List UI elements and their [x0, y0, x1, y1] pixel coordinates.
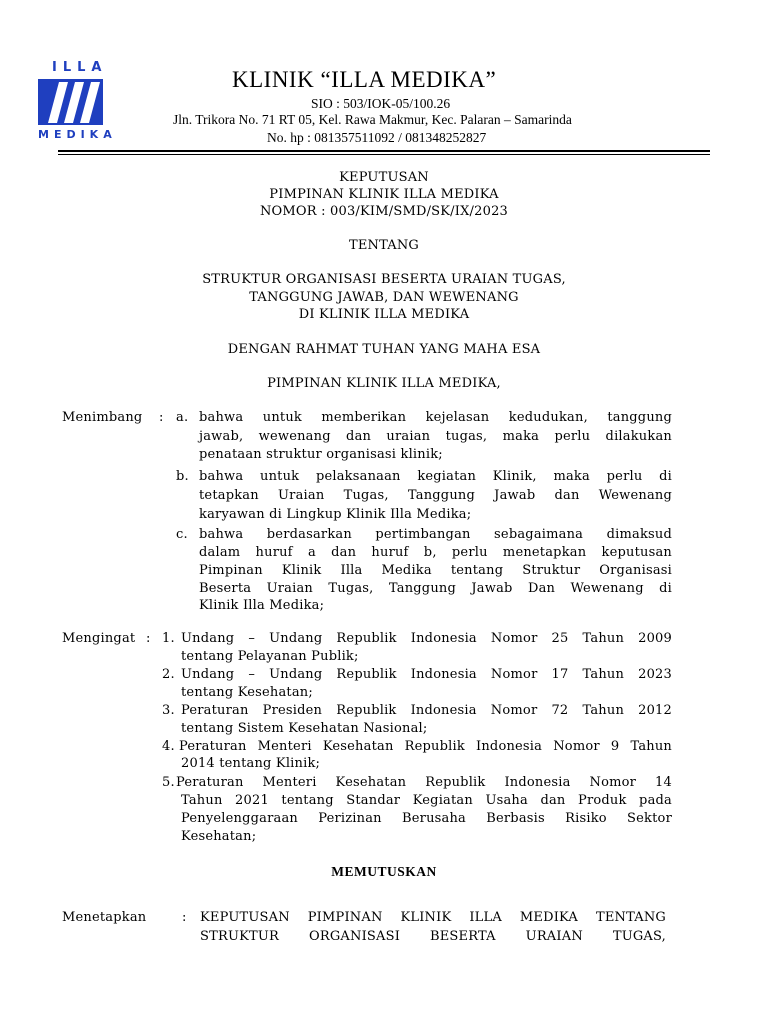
menimbang-item-c-letter: c. [176, 527, 188, 542]
mengingat-item-line: Undang – Undang Republik Indonesia Nomor 25 Tahun 2009 [181, 631, 672, 646]
mengingat-item-number: 3. [162, 703, 175, 718]
mengingat-item-line: 2014 tentang Klinik; [181, 756, 321, 771]
mengingat-item-line: Kesehatan; [181, 829, 257, 844]
menimbang-item-a-line: bahwa untuk memberikan kejelasan kedudukan, tanggung [199, 410, 672, 425]
menimbang-item-a-line: jawab, wewenang dan uraian tugas, maka perlu dilakukan [199, 429, 672, 444]
mengingat-item-line: Peraturan Menteri Kesehatan Republik Indonesia Nomor 9 Tahun [179, 739, 672, 754]
doc-subject-line-3: DI KLINIK ILLA MEDIKA [298, 307, 470, 322]
menetapkan-line: KEPUTUSAN PIMPINAN KLINIK ILLA MEDIKA TENTANG [200, 910, 666, 925]
menimbang-label: Menimbang [62, 410, 143, 425]
mengingat-item-line: tentang Kesehatan; [181, 685, 313, 700]
mengingat-item-line: Peraturan Menteri Kesehatan Republik Indonesia Nomor 14 [176, 775, 672, 790]
doc-tentang: TENTANG [348, 238, 420, 253]
menimbang-item-b-letter: b. [176, 469, 189, 484]
menimbang-item-a-line: penataan struktur organisasi klinik; [199, 447, 443, 462]
doc-blessing: DENGAN RAHMAT TUHAN YANG MAHA ESA [227, 342, 541, 357]
menimbang-item-c-line: Klinik Illa Medika; [199, 598, 325, 613]
doc-subject-line-1: STRUKTUR ORGANISASI BESERTA URAIAN TUGAS, [202, 272, 566, 287]
menimbang-item-c-line: Pimpinan Klinik Illa Medika tentang Struktur Organisasi [199, 563, 672, 578]
doc-type: KEPUTUSAN [339, 170, 429, 185]
mengingat-colon: : [146, 631, 151, 646]
clinic-name: KLINIK “ILLA MEDIKA” [232, 67, 497, 92]
mengingat-item-number: 2. [162, 667, 175, 682]
menimbang-item-b-line: bahwa untuk pelaksanaan kegiatan Klinik, maka perlu di [199, 469, 672, 484]
menimbang-item-c-line: bahwa berdasarkan pertimbangan sebagaimana dimaksud [199, 527, 672, 542]
decision-heading: MEMUTUSKAN [331, 864, 437, 879]
clinic-address: Jln. Trikora No. 71 RT 05, Kel. Rawa Makmur, Kec. Palaran – Samarinda [173, 112, 572, 127]
doc-issuer-line: PIMPINAN KLINIK ILLA MEDIKA [269, 187, 499, 202]
mengingat-item-number: 4. [162, 739, 175, 754]
mengingat-item-number: 5. [162, 775, 175, 790]
header-divider-thin [58, 154, 710, 155]
menimbang-item-a-letter: a. [176, 410, 189, 425]
mengingat-label: Mengingat [62, 631, 136, 646]
menimbang-colon: : [159, 410, 164, 425]
menimbang-item-c-line: Beserta Uraian Tugas, Tanggung Jawab Dan Wewenang di [199, 581, 672, 596]
doc-issuer: PIMPINAN KLINIK ILLA MEDIKA, [267, 376, 501, 391]
menimbang-item-c-line: dalam huruf a dan huruf b, perlu menetapkan keputusan [199, 545, 672, 560]
mengingat-item-line: Peraturan Presiden Republik Indonesia Nomor 72 Tahun 2012 [181, 703, 672, 718]
menetapkan-line: STRUKTUR ORGANISASI BESERTA URAIAN TUGAS, [200, 929, 666, 944]
mengingat-item-line: tentang Sistem Kesehatan Nasional; [181, 721, 428, 736]
mengingat-item-line: Penyelenggaraan Perizinan Berusaha Berbasis Risiko Sektor [181, 811, 672, 826]
header-divider-thick [58, 150, 710, 152]
mengingat-item-number: 1. [162, 631, 175, 646]
logo-slashes-icon [38, 79, 103, 125]
logo-top-text: ILLA [52, 60, 108, 75]
mengingat-item-line: Tahun 2021 tentang Standar Kegiatan Usaha dan Produk pada [181, 793, 672, 808]
menetapkan-colon: : [182, 910, 187, 925]
clinic-phone: No. hp : 081357511092 / 081348252827 [267, 130, 487, 145]
menetapkan-label: Menetapkan [62, 910, 147, 925]
mengingat-item-line: Undang – Undang Republik Indonesia Nomor 17 Tahun 2023 [181, 667, 672, 682]
clinic-license: SIO : 503/IOK-05/100.26 [311, 96, 451, 111]
logo-bottom-text: MEDIKA [38, 128, 117, 141]
menimbang-item-b-line: karyawan di Lingkup Klinik Illa Medika; [199, 507, 472, 522]
mengingat-item-line: tentang Pelayanan Publik; [181, 649, 359, 664]
clinic-logo-mark [38, 79, 103, 125]
doc-number: NOMOR : 003/KIM/SMD/SK/IX/2023 [259, 204, 509, 219]
menimbang-item-b-line: tetapkan Uraian Tugas, Tanggung Jawab dan Wewenang [199, 488, 672, 503]
doc-subject-line-2: TANGGUNG JAWAB, DAN WEWENANG [249, 290, 519, 305]
